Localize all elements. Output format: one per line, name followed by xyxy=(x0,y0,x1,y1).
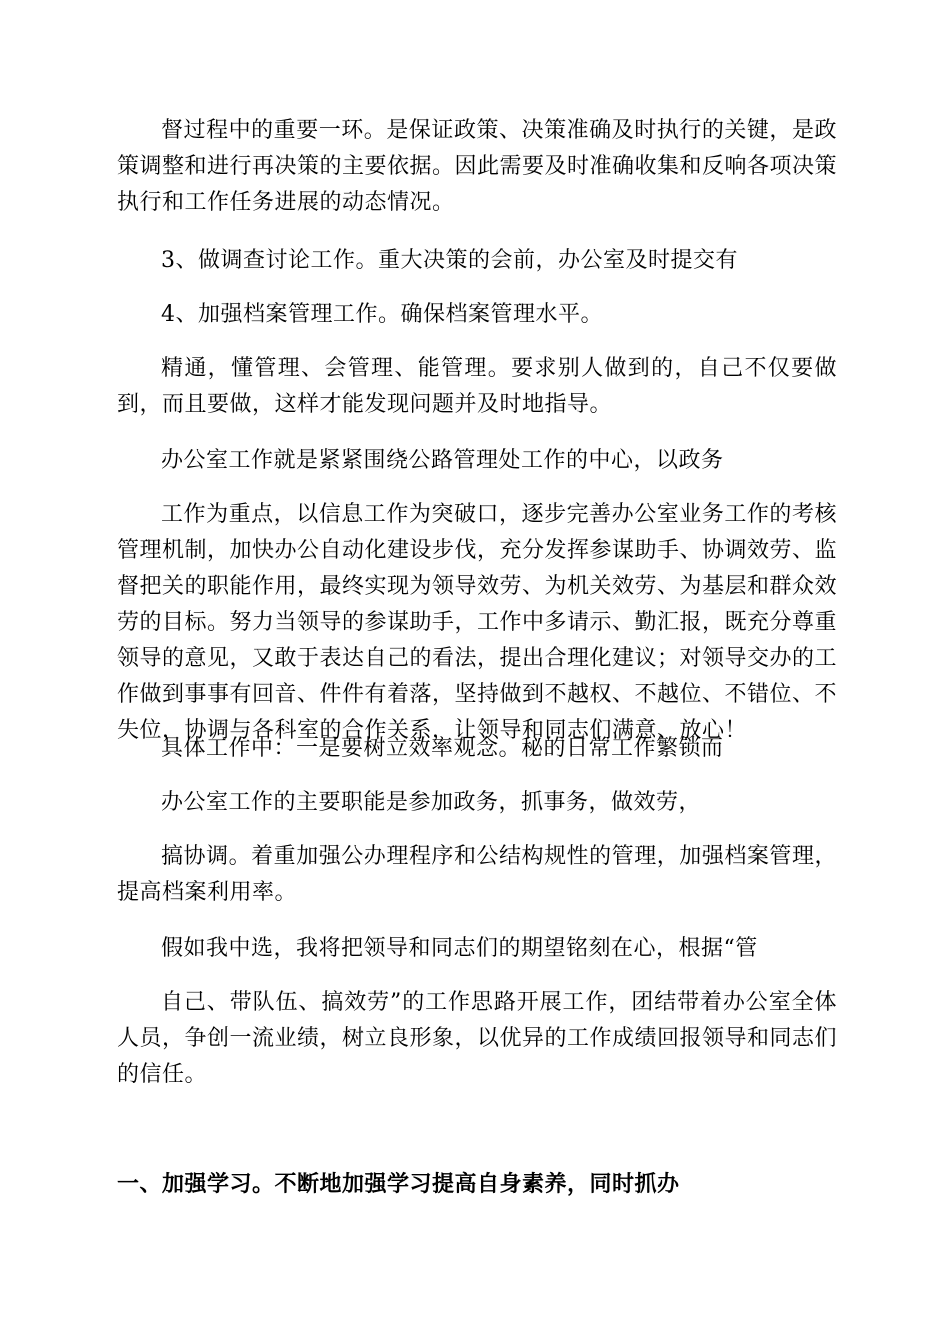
paragraph-item-3: 3、做调查讨论工作。重大决策的会前，办公室及时提交有 xyxy=(161,248,738,273)
paragraph-specific-work: 具体工作中：一是要树立效率观念。秘的日常工作繁锁而 xyxy=(161,736,724,761)
section-heading-study: 一、加强学习。不断地加强学习提高自身素养，同时抓办 xyxy=(117,1171,680,1197)
paragraph-work-focus: 工作为重点，以信息工作为突破口，逐步完善办公室业务工作的考核管理机制，加快办公自动化建设步伐，充分发挥参谋助手、协调效劳、监督把关的职能作用，最终实现为领导效劳、为机关效劳、为基层和群众效劳的目标。努力当领导的参谋助手，工作中多请示、勤汇报，既充分尊重领导的意见，又敢于表达自己的看法，提出合理化建议；对领导交办的工作做到事事有回音、件件有着落，坚持做到不越权、不越位、不错位、不失位，协调与各科室的合作关系，让领导和同志们满意、放心！ xyxy=(117,502,838,743)
paragraph-item-4: 4、加强档案管理工作。确保档案管理水平。 xyxy=(161,302,603,327)
paragraph-if-elected: 假如我中选，我将把领导和同志们的期望铭刻在心，根据“管 xyxy=(161,936,758,961)
paragraph-main-functions: 办公室工作的主要职能是参加政务，抓事务，做效劳， xyxy=(161,790,702,815)
paragraph-office-center: 办公室工作就是紧紧围绕公路管理处工作的中心，以政务 xyxy=(161,448,724,473)
paragraph-work-approach: 自己、带队伍、搞效劳”的工作思路开展工作，团结带着办公室全体人员，争创一流业绩，树立良形象，以优异的工作成绩回报领导和同志们的信任。 xyxy=(117,990,838,1087)
paragraph-supervision: 督过程中的重要一环。是保证政策、决策准确及时执行的关键，是政策调整和进行再决策的主要依据。因此需要及时准确收集和反响各项决策执行和工作任务进展的动态情况。 xyxy=(117,118,838,215)
paragraph-coordination: 搞协调。着重加强公办理程序和公结构规性的管理，加强档案管理，提高档案利用率。 xyxy=(117,844,837,905)
paragraph-management: 精通，懂管理、会管理、能管理。要求别人做到的，自己不仅要做到，而且要做，这样才能发现问题并及时地指导。 xyxy=(117,356,837,417)
